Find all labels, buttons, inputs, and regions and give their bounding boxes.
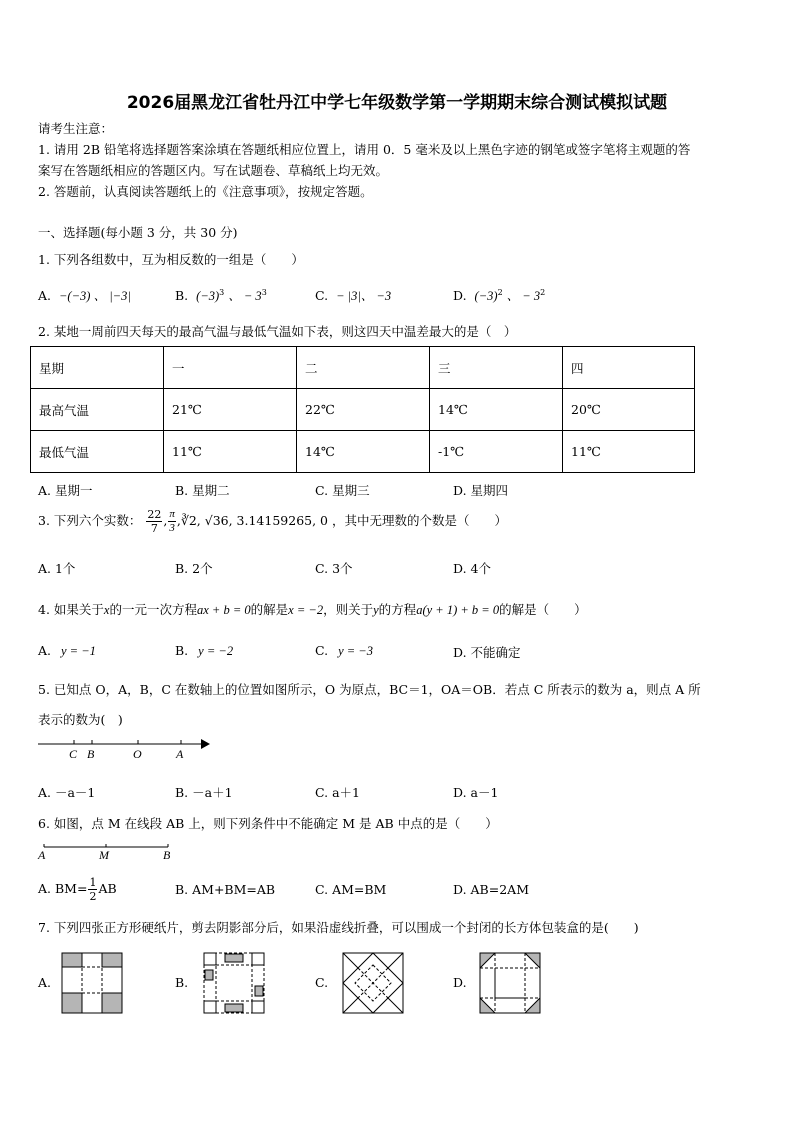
q4-var-x: x: [103, 603, 110, 617]
table-cell: 最低气温: [31, 431, 164, 473]
q4-option-b-label: B.: [175, 643, 189, 658]
q1-option-d-sep: 、 − 3: [506, 289, 541, 303]
q3-rest-numbers: ,∛2, √36, 3.14159265, 0: [176, 513, 328, 528]
q7-option-a-label: A.: [38, 975, 52, 990]
q4-option-a-label: A.: [38, 643, 52, 658]
q4-text-1: 4. 如果关于: [38, 602, 104, 617]
q6-stem: 6. 如图，点 M 在线段 AB 上，则下列条件中不能确定 M 是 AB 中点的是（ ）: [38, 816, 498, 831]
q1-option-a: [38, 286, 131, 304]
q2-stem: 2. 某地一周前四天每天的最高气温与最低气温如下表，则这四天中温差最大的是（ ）: [38, 324, 517, 339]
point-label-a: A: [176, 747, 184, 761]
notice-item-2: 2. 答题前，认真阅读答题纸上的《注意事项》，按规定答题。: [38, 184, 373, 199]
q1-option-d-exp2: 2: [540, 288, 546, 297]
q1-option-b-sep: 、 − 3: [228, 289, 262, 303]
segment-figure: [34, 838, 184, 864]
q6-option-a: [38, 876, 117, 903]
cut-corner: [204, 953, 216, 965]
table-cell: 最高气温: [31, 389, 164, 431]
shaded-tab: [225, 1004, 243, 1012]
q1-stem: 1. 下列各组数中，互为相反数的一组是（ ）: [38, 252, 304, 267]
q7-figure-a: [61, 952, 123, 1014]
table-row: [31, 389, 695, 431]
q5-option-a: A. －a－1: [38, 785, 96, 800]
q4-solution: x = −2: [288, 603, 324, 617]
q1-option-b: [175, 286, 267, 304]
q1-option-c-expr: − |3|、 −3: [336, 289, 392, 303]
q7-figure-d: [479, 952, 541, 1014]
q7-option-c-label: C.: [315, 975, 329, 990]
fraction-numerator: 1: [89, 876, 97, 889]
q1-option-b-label: B.: [175, 288, 189, 303]
cut-corner: [204, 1001, 216, 1013]
table-cell: 20℃: [563, 389, 695, 431]
q1-option-b-exp1: 3: [219, 288, 225, 297]
q4-option-a: [38, 643, 96, 659]
q1-option-a-expr: −(−3) 、 |−3|: [59, 289, 131, 303]
q6-fraction-half: [88, 876, 97, 903]
temperature-table: [30, 346, 695, 473]
q4-text-5: 的方程: [378, 602, 417, 617]
q4-option-d: D. 不能确定: [453, 645, 521, 660]
fraction-numerator: π: [169, 508, 175, 520]
q2-option-c: C. 星期三: [315, 483, 370, 498]
q4-option-a-expr: y = −1: [61, 644, 96, 658]
shaded-corner: [102, 953, 122, 967]
point-label-b: B: [163, 848, 171, 862]
shaded-corner: [62, 993, 82, 1013]
q5-option-b: B. －a＋1: [175, 785, 233, 800]
table-cell: 三: [430, 347, 563, 389]
q7-stem: 7. 下列四张正方形硬纸片，剪去阴影部分后，如果沿虚线折叠，可以围成一个封闭的长方体包装盒的是( ): [38, 920, 639, 935]
point-label-c: C: [69, 747, 78, 761]
fraction-numerator: 22: [147, 508, 162, 521]
shaded-corner: [102, 993, 122, 1013]
q5-option-d: D. a－1: [453, 785, 499, 800]
q3-stem-prefix: 3. 下列六个实数：: [38, 513, 142, 528]
table-cell: 14℃: [297, 431, 430, 473]
q3-option-c: C. 3个: [315, 561, 353, 576]
table-cell: -1℃: [430, 431, 563, 473]
q4-text-4: ，则关于: [323, 602, 374, 617]
shaded-tab: [255, 986, 263, 996]
q5-option-c: C. a＋1: [315, 785, 360, 800]
point-label-a: A: [38, 848, 46, 862]
q3-stem: 3. 下列六个实数： $\frac{22}{7}$ , $\frac{\pi}{3}$ ,∛2, √36, 3.14159265, 0 ，其中无理数的个数是（ ）: [38, 508, 507, 535]
q1-option-d-exp1: 2: [497, 288, 503, 297]
number-line-figure: [36, 734, 216, 762]
fraction-denominator: 3: [169, 522, 175, 534]
q4-equation-2: a(y + 1) + b = 0: [416, 603, 500, 617]
q4-text-6: 的解是（ ）: [499, 602, 587, 617]
q4-option-c-label: C.: [315, 643, 329, 658]
shaded-tab: [225, 954, 243, 962]
q4-stem: [38, 600, 587, 618]
q7-figure-b: [203, 952, 265, 1014]
table-cell: 11℃: [164, 431, 297, 473]
q3-fraction-pi-3: [168, 508, 176, 535]
point-label-m: M: [99, 848, 109, 862]
arrow-icon: [201, 739, 210, 749]
q4-option-c: [315, 643, 373, 659]
cut-corner: [252, 1001, 264, 1013]
table-cell: 星期: [31, 347, 164, 389]
q1-option-c: [315, 286, 391, 304]
q2-option-d: D. 星期四: [453, 483, 509, 498]
table-row: [31, 347, 695, 389]
shaded-corner: [62, 953, 82, 967]
point-label-o: O: [133, 747, 142, 761]
cut-corner: [252, 953, 264, 965]
q1-option-d-label: D.: [453, 288, 467, 303]
q6-option-c: C. AM=BM: [315, 882, 387, 897]
q5-stem-b: 表示的数为( ): [38, 712, 123, 727]
q1-option-c-label: C.: [315, 288, 329, 303]
q6-option-a-suffix: AB: [98, 881, 117, 896]
fraction-denominator: 7: [150, 522, 158, 535]
q4-equation-1: ax + b = 0: [196, 603, 251, 617]
q7-option-b-label: B.: [175, 975, 189, 990]
q4-var-y: y: [373, 603, 379, 617]
table-cell: 21℃: [164, 389, 297, 431]
q7-option-d-label: D.: [453, 975, 467, 990]
notice-item-1a: 1. 请用 2B 铅笔将选择题答案涂填在答题纸相应位置上，请用 0．5 毫米及以上黑色字迹的钢笔或签字笔将主观题的答: [38, 142, 691, 157]
q5-stem-a: 5. 已知点 O，A，B，C 在数轴上的位置如图所示，O 为原点，BC＝1，OA＝OB．若点 C 所表示的数为 a，则点 A 所: [38, 682, 701, 697]
point-label-b: B: [87, 747, 95, 761]
paper-outline: [480, 953, 540, 1013]
q1-option-d: [453, 286, 545, 304]
q4-option-c-expr: y = −3: [338, 644, 373, 658]
q4-text-2: 的一元一次方程: [109, 602, 197, 617]
q3-option-d: D. 4个: [453, 561, 491, 576]
table-cell: 11℃: [563, 431, 695, 473]
q6-option-d: D. AB=2AM: [453, 882, 529, 897]
q1-option-d-base: (−3): [474, 289, 498, 303]
q3-option-a: A. 1个: [38, 561, 76, 576]
table-cell: 22℃: [297, 389, 430, 431]
section-heading: 一、选择题(每小题 3 分，共 30 分): [38, 225, 238, 240]
table-cell: 二: [297, 347, 430, 389]
page-title: 2026届黑龙江省牡丹江中学七年级数学第一学期期末综合测试模拟试题: [126, 93, 668, 113]
q1-option-b-base: (−3): [196, 289, 220, 303]
table-cell: 14℃: [430, 389, 563, 431]
fraction-denominator: 2: [89, 890, 97, 903]
q3-stem-suffix: ，其中无理数的个数是（ ）: [331, 513, 507, 528]
shaded-tab: [205, 970, 213, 980]
q4-option-b-expr: y = −2: [198, 644, 234, 658]
q1-option-b-exp2: 3: [261, 288, 267, 297]
q4-option-b: [175, 643, 233, 659]
q6-option-b: B. AM+BM=AB: [175, 882, 276, 897]
q4-text-3: 的解是: [250, 602, 289, 617]
q1-option-a-label: A.: [38, 288, 52, 303]
q7-figure-c: [342, 952, 404, 1014]
notice-item-1b: 案写在答题纸相应的答题区内。写在试题卷、草稿纸上均无效。: [38, 163, 389, 178]
q3-fraction-22-7: [146, 508, 162, 535]
q6-option-a-prefix: A. BM=: [38, 881, 88, 896]
q3-option-b: B. 2个: [175, 561, 213, 576]
q2-option-a: A. 星期一: [38, 483, 93, 498]
notice-heading: 请考生注意：: [38, 121, 114, 136]
q2-option-b: B. 星期二: [175, 483, 230, 498]
table-row: [31, 431, 695, 473]
table-cell: 四: [563, 347, 695, 389]
table-cell: 一: [164, 347, 297, 389]
